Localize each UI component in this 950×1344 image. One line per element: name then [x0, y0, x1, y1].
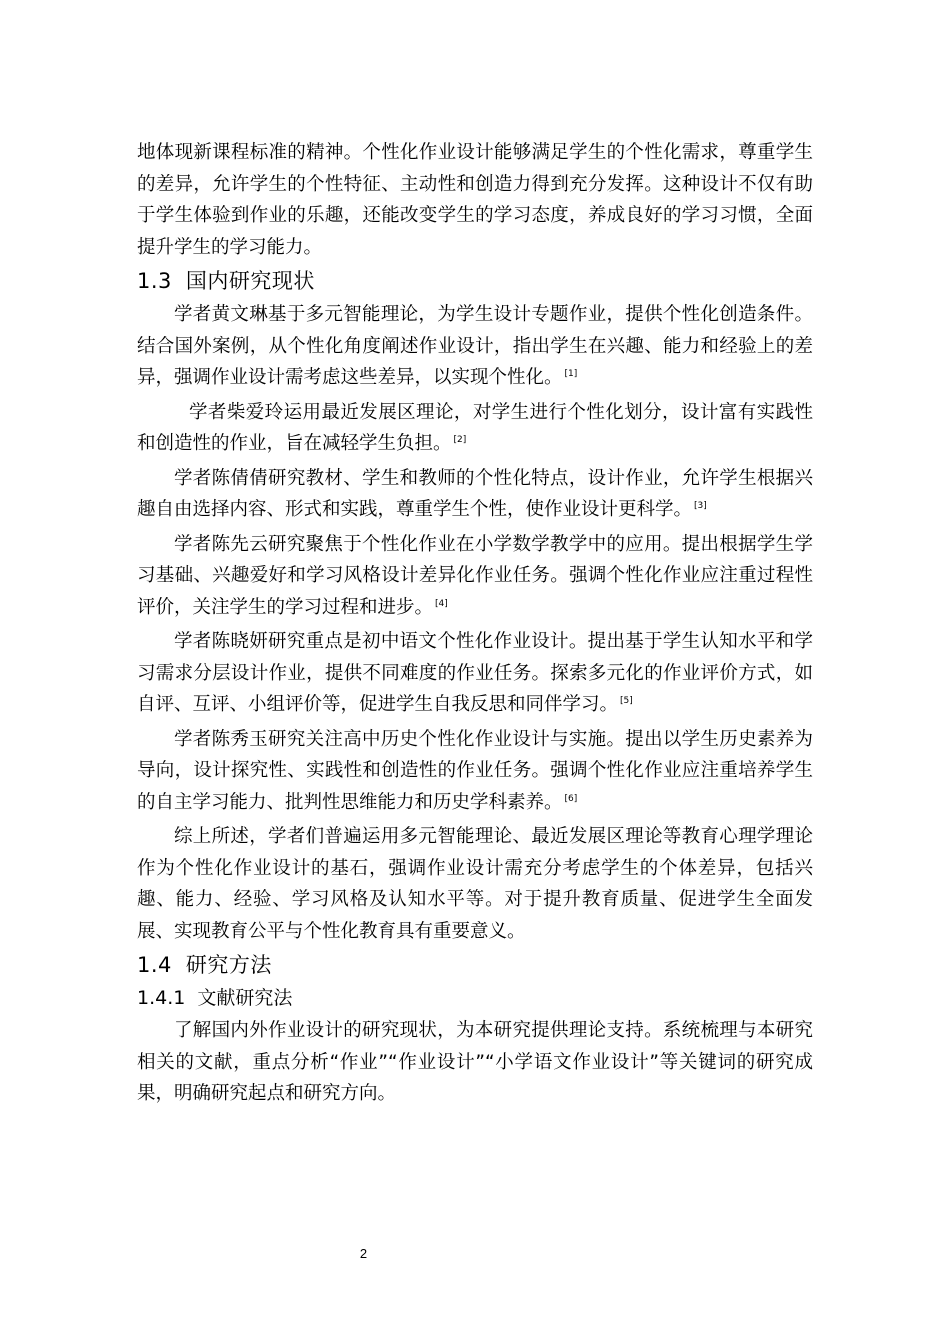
- paragraph-text: 综上所述，学者们普遍运用多元智能理论、最近发展区理论等教育心理学理论作为个性化作业设计的基石，强调作业设计需充分考虑学生的个体差异，包括兴趣、能力、经验、学习风格及认知水平等。对于提升教育质量、促进学生全面发展、实现教育公平与个性化教育具有重要意义。: [137, 826, 813, 942]
- section-title: 国内研究现状: [185, 269, 315, 293]
- body-paragraph: 了解国内外作业设计的研究现状，为本研究提供理论支持。系统梳理与本研究相关的文献，重点分析“作业”“作业设计”“小学语文作业设计”等关键词的研究成果，明确研究起点和研究方向。: [137, 1020, 813, 1104]
- summary-paragraph: [137, 821, 813, 947]
- body-paragraph: [137, 626, 813, 721]
- citation-ref: [2]: [453, 435, 467, 445]
- body-paragraph: [137, 463, 813, 526]
- paragraph-text: 学者陈先云研究聚焦于个性化作业在小学数学教学中的应用。提出根据学生学习基础、兴趣爱好和学习风格设计差异化作业任务。强调个性化作业应注重过程性评价，关注学生的学习过程和进步。: [137, 533, 813, 618]
- citation-ref: [5]: [620, 696, 633, 706]
- subsection-heading-1-4-1: [137, 983, 813, 1013]
- citation-ref: [6]: [564, 793, 578, 804]
- section-heading-1-4: [137, 950, 813, 980]
- citation-ref: [1]: [564, 369, 578, 379]
- subsection-number: 1.4.1: [137, 987, 186, 1009]
- citation-ref: [4]: [435, 598, 448, 609]
- citation-ref: [3]: [694, 501, 707, 511]
- body-paragraph: [137, 724, 813, 819]
- section-number: 1.3: [137, 269, 172, 293]
- body-paragraph: [137, 299, 813, 394]
- paragraph-text: 学者陈晓妍研究重点是初中语文个性化作业设计。提出基于学生认知水平和学习需求分层设计作业，提供不同难度的作业任务。探索多元化的作业评价方式，如自评、互评、小组评价等，促进学生自我反思和同伴学习。: [137, 631, 813, 715]
- body-paragraph: [137, 529, 813, 624]
- section-number: 1.4: [137, 953, 172, 977]
- paragraph-text: 学者陈秀玉研究关注高中历史个性化作业设计与实施。提出以学生历史素养为导向，设计探究性、实践性和创造性的作业任务。强调个性化作业应注重培养学生的自主学习能力、批判性思维能力和历史学科素养。: [137, 728, 813, 813]
- subsection-title: 文献研究法: [197, 987, 293, 1009]
- paragraph-text: 学者陈倩倩研究教材、学生和教师的个性化特点，设计作业，允许学生根据兴趣自由选择内容、形式和实践，尊重学生个性，使作业设计更科学。: [137, 467, 813, 520]
- paragraph-text: 学者柴爱玲运用最近发展区理论，对学生进行个性化划分，设计富有实践性和创造性的作业，旨在减轻学生负担。: [137, 401, 813, 454]
- page-number: 2: [359, 1246, 368, 1261]
- section-title: 研究方法: [185, 953, 272, 977]
- page-body: [137, 137, 813, 1113]
- body-paragraph: [137, 397, 813, 460]
- continuation-paragraph: 地体现新课程标准的精神。个性化作业设计能够满足学生的个性化需求，尊重学生的差异，允许学生的个性特征、主动性和创造力得到充分发挥。这种设计不仅有助于学生体验到作业的乐趣，还能改变学生的学习态度，养成良好的学习习惯，全面提升学生的学习能力。: [137, 142, 813, 258]
- section-heading-1-3: [137, 266, 813, 296]
- paragraph-text: 学者黄文琳基于多元智能理论，为学生设计专题作业，提供个性化创造条件。结合国外案例，从个性化角度阐述作业设计，指出学生在兴趣、能力和经验上的差异，强调作业设计需考虑这些差异，以实现个性化。: [137, 304, 813, 388]
